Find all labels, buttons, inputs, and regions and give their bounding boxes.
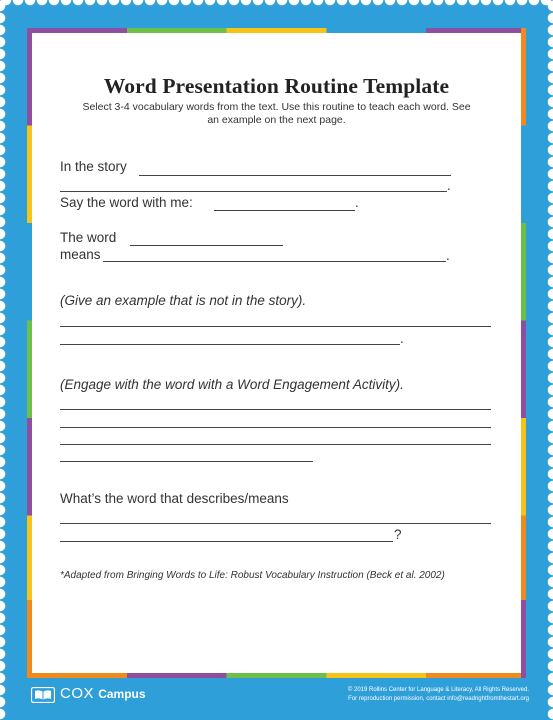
worksheet-page [27, 28, 526, 678]
footnote: *Adapted from Bringing Words to Life: Robust Vocabulary Instruction (Beck et al. 2002) [60, 570, 445, 581]
prompt-say-the-word: Say the word with me: [60, 195, 193, 210]
logo-cox-text: COX [60, 685, 95, 702]
blank-story-line-1[interactable] [139, 175, 451, 176]
prompt-give-example: (Give an example that is not in the story). [60, 293, 307, 308]
blank-describes-line-1[interactable] [60, 523, 491, 524]
cox-campus-logo[interactable] [60, 685, 146, 702]
prompt-whats-the-word: What’s the word that describes/means [60, 491, 289, 506]
permission-text: For reproduction permission, contact info@readrightfromthestart.org [348, 696, 529, 702]
blank-means[interactable] [103, 261, 446, 262]
blank-engage-line-1[interactable] [60, 409, 491, 410]
logo-campus-text: Campus [98, 687, 146, 701]
scalloped-left-edge [0, 0, 12, 720]
blank-example-line-2[interactable] [60, 344, 400, 345]
prompt-the-word: The word [60, 230, 117, 245]
scalloped-right-edge [541, 0, 553, 720]
prompt-engage: (Engage with the word with a Word Engagement Activity). [60, 377, 404, 392]
question-mark: ? [394, 527, 402, 542]
period-mark: . [446, 248, 450, 263]
worksheet-content [27, 28, 526, 678]
period-mark: . [355, 195, 359, 210]
scalloped-top-edge [0, 0, 553, 12]
blank-engage-line-4[interactable] [60, 461, 313, 462]
blank-describes-line-2[interactable] [60, 541, 393, 542]
prompt-in-the-story: In the story [60, 159, 127, 174]
subtitle-line-2: an example on the next page. [207, 114, 346, 126]
blank-example-line-1[interactable] [60, 326, 491, 327]
page-title: Word Presentation Routine Template [103, 74, 450, 98]
copyright-text: © 2019 Rollins Center for Language & Literacy, All Rights Reserved. [347, 687, 529, 693]
blank-engage-line-3[interactable] [60, 444, 491, 445]
open-book-icon [31, 687, 55, 703]
subtitle-line-1: Select 3-4 vocabulary words from the text. Use this routine to teach each word. See [82, 101, 471, 113]
period-mark: . [400, 331, 404, 346]
blank-engage-line-2[interactable] [60, 427, 491, 428]
page-subtitle [69, 101, 484, 127]
blank-story-line-2[interactable] [60, 191, 447, 192]
blank-say-word[interactable] [214, 210, 355, 211]
prompt-means: means [60, 247, 101, 262]
footer [0, 678, 553, 720]
blank-the-word[interactable] [130, 245, 283, 246]
period-mark: . [447, 178, 451, 193]
legal-notice [348, 686, 529, 704]
